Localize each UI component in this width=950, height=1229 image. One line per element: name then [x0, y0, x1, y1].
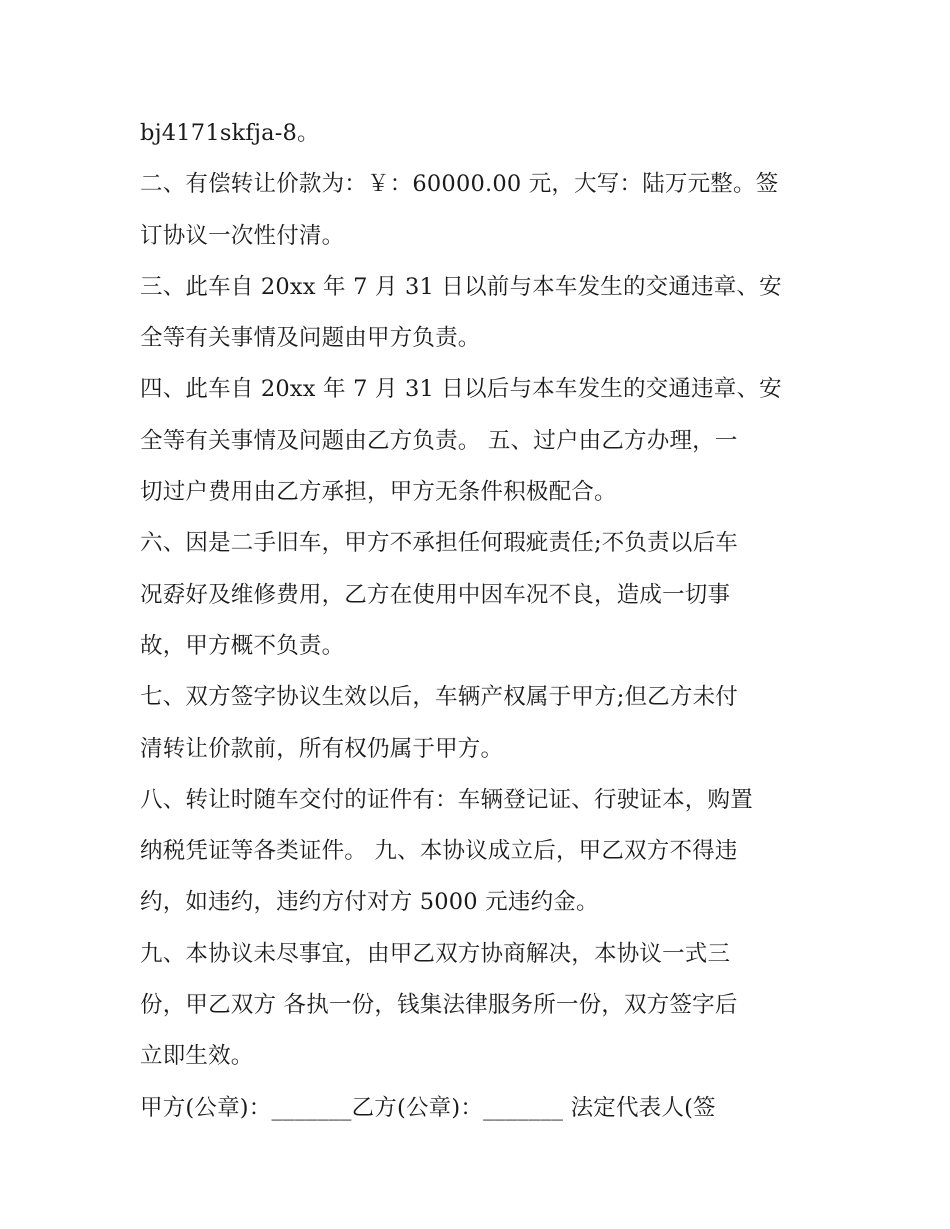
text-line: 全等有关事情及问题由乙方负责。 五、过户由乙方办理，一 [140, 427, 738, 454]
text-line: 立即生效。 [140, 1043, 254, 1070]
text-line: 八、转让时随车交付的证件有：车辆登记证、行驶证本，购置 [140, 786, 753, 813]
contract-body [140, 108, 820, 1134]
text-line: bj4171skfja-8。 [140, 120, 320, 146]
text-line: 订协议一次性付清。 [140, 222, 345, 249]
text-line: 约，如违约，违约方付对方 5000 元违约金。 [140, 889, 599, 916]
text-line: 六、因是二手旧车，甲方不承担任何瑕疵责任;不负责以后车 [140, 530, 738, 557]
text-line: 九、本协议未尽事宜，由甲乙双方协商解决，本协议一式三 [140, 940, 731, 967]
text-line: 切过户费用由乙方承担，甲方无条件积极配合。 [140, 479, 617, 506]
text-line: 份，甲乙双方 各执一份，钱集法律服务所一份，双方签字后 [140, 992, 738, 1019]
text-line: 全等有关事情及问题由甲方负责。 [140, 325, 481, 352]
text-line: 三、此车自 20xx 年 7 月 31 日以前与本车发生的交通违章、安 [140, 273, 782, 300]
text-line: 纳税凭证等各类证件。 九、本协议成立后，甲乙双方不得违 [140, 838, 738, 865]
text-line: 七、双方签字协议生效以后，车辆产权属于甲方;但乙方未付 [140, 684, 738, 711]
text-line: 故，甲方概不负责。 [140, 632, 345, 659]
text-line: 况孬好及维修费用，乙方在使用中因车况不良，造成一切事 [140, 581, 731, 608]
text-line: 四、此车自 20xx 年 7 月 31 日以后与本车发生的交通违章、安 [140, 376, 782, 403]
text-line: 清转让价款前，所有权仍属于甲方。 [140, 735, 504, 762]
signature-line: 甲方(公章)：_______乙方(公章)：_______ 法定代表人(签 [140, 1094, 716, 1121]
text-line: 二、有偿转让价款为：￥：60000.00 元，大写：陆万元整。签 [140, 171, 779, 198]
